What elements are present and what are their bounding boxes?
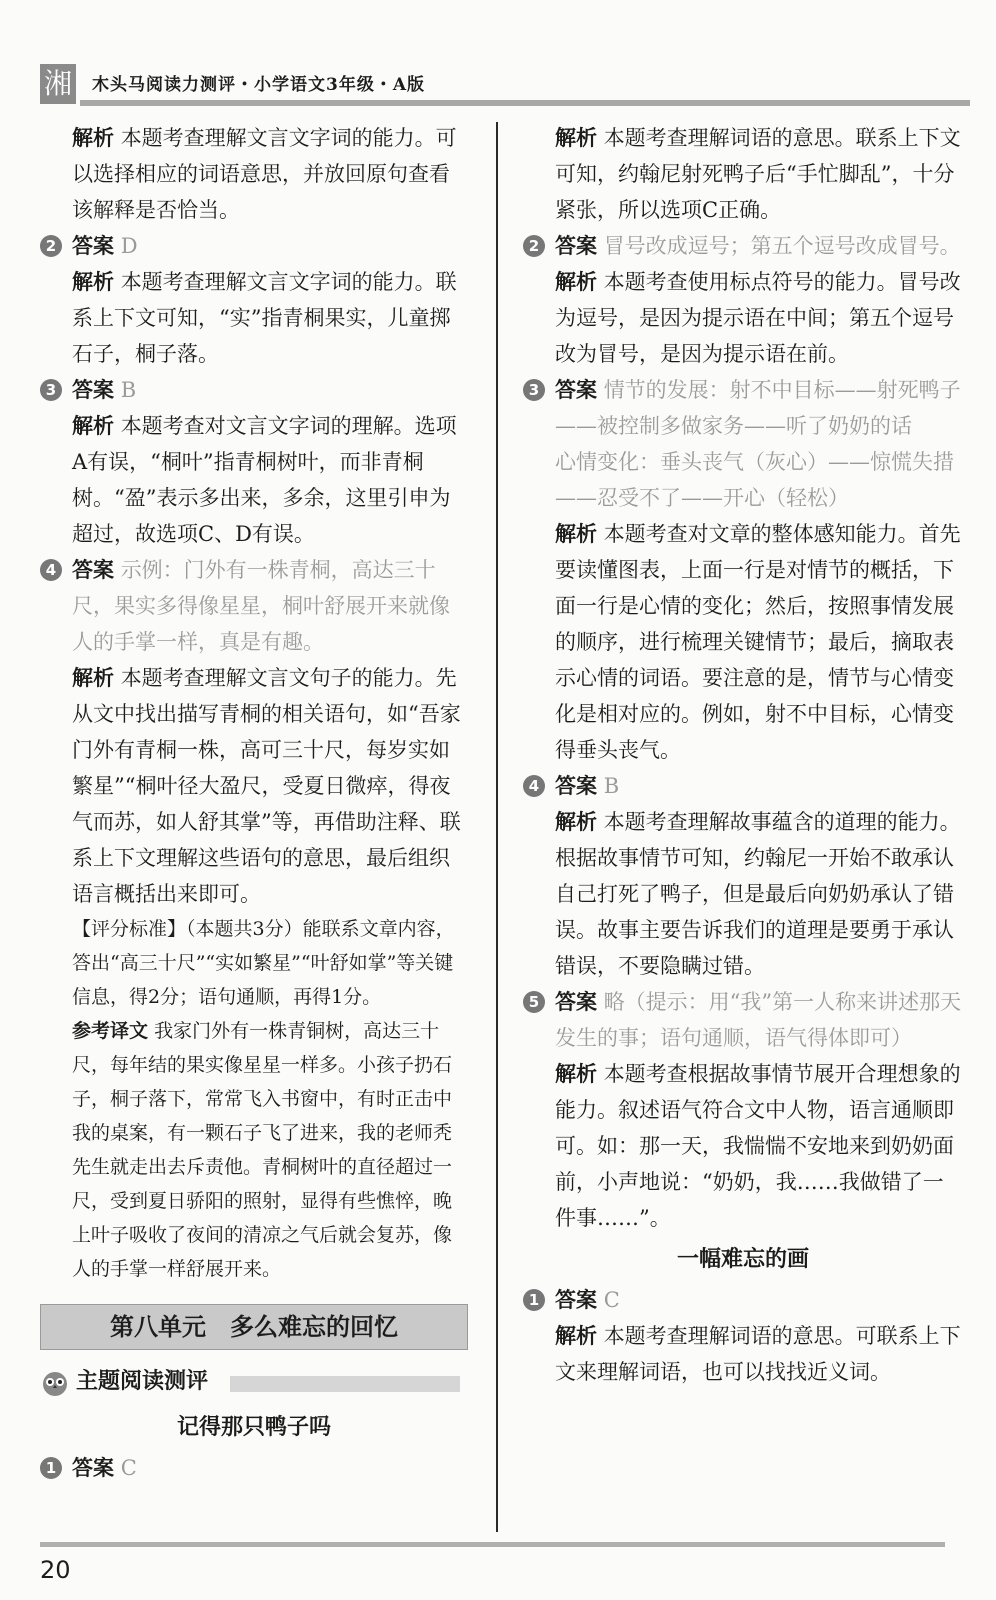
- page-number: 20: [40, 1556, 71, 1584]
- theme-heading: [40, 1364, 468, 1404]
- translation-text: 我家门外有一株青铜树，高达三十尺，每年结的果实像星星一样多。小孩子扔石子，桐子落下，常常飞入书窗中，有时正击中我的桌案，有一颗石子飞了进来，我的老师秃先生就走出去斥责他。青桐树叶的直径超过一尺，受到夏日骄阳的照射，显得有些憔悴，晚上叶子吸收了夜间的清凉之气后就会复苏，像人的手掌一样舒展开来。: [72, 1020, 453, 1280]
- analysis-paragraph: [40, 120, 468, 228]
- analysis-text: 本题考查对文章的整体感知能力。首先要读懂图表，上面一行是对情节的概括，下面一行是心情的变化；然后，按照事情发展的顺序，进行梳理关键情节；最后，摘取表示心情的词语。要注意的是，情节与心情变化是相对应的。例如，射不中目标，心情变得垂头丧气。: [555, 522, 961, 762]
- question-2-analysis: [40, 264, 468, 372]
- answer-text: D: [120, 234, 138, 258]
- analysis-text: 本题考查理解词语的意思。可联系上下文来理解词语，也可以找找近义词。: [555, 1324, 961, 1384]
- question-2-answer: [523, 228, 963, 264]
- question-3-answer: [40, 372, 468, 408]
- theme-bar: [230, 1376, 460, 1392]
- question-number: 4: [523, 775, 545, 797]
- question-5-answer: [523, 984, 963, 1056]
- analysis-text: 本题考查理解文言文句子的能力。先从文中找出描写青桐的相关语句，如“吾家门外有青桐一株，高可三十尺，每岁实如繁星”“桐叶径大盈尺，受夏日微瘁，得夜气而苏，如人舒其掌”等，再借助注释、联系上下文理解这些语句的意思，最后组织语言概括出来即可。: [72, 666, 461, 906]
- footer-rule: [40, 1542, 945, 1547]
- question-3-answer: [523, 372, 963, 444]
- right-column: [523, 120, 963, 1390]
- reference-translation: [40, 1014, 468, 1286]
- question-number: 2: [523, 235, 545, 257]
- column-divider: [496, 122, 498, 1532]
- answer-label: 答案: [72, 1456, 114, 1480]
- unit-title-banner: 第八单元 多么难忘的回忆: [40, 1304, 468, 1350]
- analysis-label: 解析: [72, 666, 114, 690]
- answer-label: 答案: [555, 1288, 597, 1312]
- analysis-label: 解析: [555, 126, 597, 150]
- question-number: 2: [40, 235, 62, 257]
- question-number: 3: [40, 379, 62, 401]
- page-header: [40, 64, 970, 108]
- answer-label: 答案: [555, 990, 597, 1014]
- scoring-criteria: 【评分标准】（本题共3分）能联系文章内容，答出“高三十尺”“实如繁星”“叶舒如掌”等关键信息，得2分；语句通顺，再得1分。: [72, 918, 455, 1008]
- question-number: 1: [523, 1289, 545, 1311]
- translation-label: 参考译文: [72, 1020, 149, 1042]
- question-3-answer-mood: 心情变化：垂头丧气（灰心）——惊慌失措——忍受不了——开心（轻松）: [555, 450, 954, 510]
- analysis-label: 解析: [72, 414, 114, 438]
- question-number: 5: [523, 991, 545, 1013]
- analysis-text: 本题考查理解文言文字词的能力。联系上下文可知，“实”指青桐果实，儿童掷石子，桐子落。: [72, 270, 457, 366]
- question-number: 3: [523, 379, 545, 401]
- answer-label: 答案: [555, 774, 597, 798]
- story-subtitle: 记得那只鸭子吗: [176, 1415, 331, 1440]
- question-1-answer: [40, 1450, 468, 1486]
- analysis-text: 本题考查理解词语的意思。联系上下文可知，约翰尼射死鸭子后“手忙脚乱”，十分紧张，所以选项C正确。: [555, 126, 961, 222]
- analysis-text: 本题考查理解故事蕴含的道理的能力。根据故事情节可知，约翰尼一开始不敢承认自己打死了鸭子，但是最后向奶奶承认了错误。故事主要告诉我们的道理是要勇于承认错误，不要隐瞒过错。: [555, 810, 961, 978]
- analysis-label: 解析: [555, 1324, 597, 1348]
- question-1-answer: [523, 1282, 963, 1318]
- answer-label: 答案: [555, 378, 597, 402]
- analysis-paragraph: [523, 120, 963, 228]
- answer-text: 情节的发展：射不中目标——射死鸭子——被控制多做家务——听了奶奶的话: [555, 378, 961, 438]
- question-4-answer: [40, 552, 468, 660]
- question-1-analysis: [523, 1318, 963, 1390]
- question-3-analysis: [40, 408, 468, 552]
- question-3-analysis: [523, 516, 963, 768]
- owl-icon: [40, 1368, 70, 1398]
- question-number: 4: [40, 559, 62, 581]
- question-2-answer: [40, 228, 468, 264]
- question-number: 1: [40, 1457, 62, 1479]
- analysis-text: 本题考查根据故事情节展开合理想象的能力。叙述语气符合文中人物，语言通顺即可。如：那一天，我惴惴不安地来到奶奶面前，小声地说：“奶奶，我……我做错了一件事……”。: [555, 1062, 961, 1230]
- analysis-label: 解析: [72, 270, 114, 294]
- analysis-label: 解析: [72, 126, 114, 150]
- answer-text: C: [603, 1288, 620, 1312]
- left-column: [40, 120, 468, 1486]
- answer-text: 冒号改成逗号；第五个逗号改成冒号。: [603, 234, 961, 258]
- header-rule: [80, 100, 970, 106]
- book-title: 木头马阅读力测评・小学语文3年级・A版: [92, 75, 426, 95]
- analysis-text: 本题考查使用标点符号的能力。冒号改为逗号，是因为提示语在中间；第五个逗号改为冒号，是因为提示语在前。: [555, 270, 961, 366]
- question-5-analysis: [523, 1056, 963, 1236]
- answer-text: 略（提示：用“我”第一人称来讲述那天发生的事；语句通顺，语气得体即可）: [555, 990, 962, 1050]
- answer-label: 答案: [72, 378, 114, 402]
- analysis-label: 解析: [555, 522, 597, 546]
- analysis-text: 本题考查对文言文字词的理解。选项A有误，“桐叶”指青桐树叶，而非青桐树。“盈”表示多出来，多余，这里引申为超过，故选项C、D有误。: [72, 414, 457, 546]
- answer-label: 答案: [72, 234, 114, 258]
- answer-text: B: [120, 378, 137, 402]
- theme-title: 主题阅读测评: [76, 1369, 209, 1394]
- analysis-label: 解析: [555, 810, 597, 834]
- answer-text: 示例：门外有一株青桐，高达三十尺，果实多得像星星，桐叶舒展开来就像人的手掌一样，真是有趣。: [72, 558, 450, 654]
- answer-label: 答案: [72, 558, 114, 582]
- question-4-analysis: [523, 804, 963, 984]
- analysis-label: 解析: [555, 1062, 597, 1086]
- answer-text: C: [120, 1456, 137, 1480]
- answer-label: 答案: [555, 234, 597, 258]
- story-subtitle: 一幅难忘的画: [676, 1247, 809, 1272]
- question-4-analysis: [40, 660, 468, 912]
- analysis-text: 本题考查理解文言文字词的能力。可以选择相应的词语意思，并放回原句查看该解释是否恰当。: [72, 126, 457, 222]
- answer-text: B: [603, 774, 620, 798]
- question-2-analysis: [523, 264, 963, 372]
- question-4-answer: [523, 768, 963, 804]
- analysis-label: 解析: [555, 270, 597, 294]
- series-logo: 湘: [40, 64, 76, 104]
